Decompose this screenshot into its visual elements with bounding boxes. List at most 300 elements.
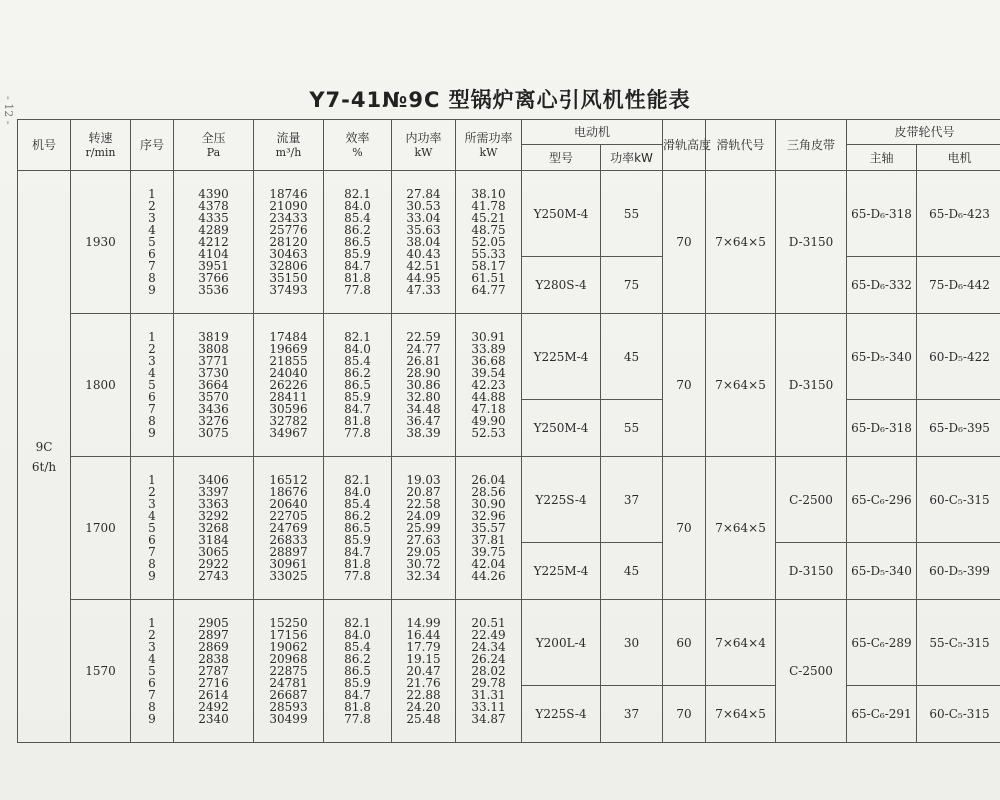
- pressure-cell: 3268: [198, 521, 229, 535]
- rail-height-cell: 70: [663, 686, 706, 743]
- seq-cell: 7: [148, 259, 156, 273]
- belt-cell: C-2500: [776, 600, 847, 743]
- inner-power-cell: 38.39: [406, 426, 441, 440]
- pulley-motor-cell: 60-C₅-315: [917, 686, 1000, 743]
- pulley-main-cell: 65-C₆-291: [847, 686, 917, 743]
- flow-cell: 30463: [269, 247, 308, 261]
- speed-cell: 1570: [71, 600, 131, 743]
- pressure-cell: 3406: [198, 473, 229, 487]
- seq-cell: 8: [148, 414, 156, 428]
- group-row: [18, 171, 1000, 257]
- inner-power-cell: 36.47: [406, 414, 441, 428]
- required-power-cell: 52.05: [471, 235, 506, 249]
- inner-power-cell: 32.80: [406, 390, 441, 404]
- flow-cell: 28593: [269, 700, 308, 714]
- inner-power-cell: 14.99: [406, 616, 441, 630]
- seq-cell: 1: [148, 616, 156, 630]
- pressure-cell: 2340: [198, 712, 229, 726]
- pressure-cell: 3730: [198, 366, 229, 380]
- seq-cell: 8: [148, 700, 156, 714]
- seq-column: [131, 600, 174, 743]
- seq-cell: 8: [148, 557, 156, 571]
- efficiency-cell: 81.8: [344, 271, 371, 285]
- pulley-motor-cell: 60-C₅-315: [917, 457, 1000, 543]
- required-power-cell: 33.11: [471, 700, 506, 714]
- rail-height-cell: 70: [663, 314, 706, 457]
- seq-cell: 4: [148, 223, 156, 237]
- seq-column: [131, 314, 174, 457]
- efficiency-cell: 85.4: [344, 497, 371, 511]
- motor-model-cell: Y225S-4: [522, 686, 601, 743]
- header-inner-power: 内功率 kW: [392, 120, 456, 171]
- required-power-cell: 45.21: [471, 211, 506, 225]
- motor-power-cell: 37: [601, 457, 663, 543]
- pressure-column: [174, 457, 254, 600]
- header-machine: 机号: [18, 120, 71, 171]
- seq-cell: 9: [148, 569, 156, 583]
- seq-cell: 8: [148, 271, 156, 285]
- required-power-cell: 41.78: [471, 199, 506, 213]
- seq-cell: 2: [148, 485, 156, 499]
- header-motor: 电动机: [522, 120, 663, 145]
- pulley-motor-cell: 75-D₆-442: [917, 257, 1000, 314]
- flow-cell: 34967: [269, 426, 308, 440]
- seq-cell: 6: [148, 533, 156, 547]
- pulley-main-cell: 65-D₆-332: [847, 257, 917, 314]
- seq-cell: 5: [148, 235, 156, 249]
- flow-cell: 35150: [269, 271, 308, 285]
- required-power-cell: 30.90: [471, 497, 506, 511]
- pulley-motor-cell: 65-D₆-423: [917, 171, 1000, 257]
- flow-cell: 26226: [269, 378, 308, 392]
- pulley-main-cell: 65-C₆-296: [847, 457, 917, 543]
- efficiency-cell: 77.8: [344, 283, 371, 297]
- inner-power-cell: 30.72: [406, 557, 441, 571]
- inner-power-cell: 24.09: [406, 509, 441, 523]
- pressure-cell: 2614: [198, 688, 229, 702]
- motor-power-cell: 30: [601, 600, 663, 686]
- flow-cell: 30961: [269, 557, 308, 571]
- flow-cell: 24781: [269, 676, 308, 690]
- required-power-cell: 39.75: [471, 545, 506, 559]
- seq-cell: 1: [148, 187, 156, 201]
- required-power-cell: 30.91: [471, 330, 506, 344]
- seq-cell: 5: [148, 521, 156, 535]
- motor-model-cell: Y225M-4: [522, 314, 601, 400]
- flow-cell: 30499: [269, 712, 308, 726]
- inner-power-cell: 25.99: [406, 521, 441, 535]
- pressure-cell: 3363: [198, 497, 229, 511]
- belt-cell: D-3150: [776, 543, 847, 600]
- motor-model-cell: Y225S-4: [522, 457, 601, 543]
- rail-height-cell: 70: [663, 171, 706, 314]
- motor-model-cell: Y280S-4: [522, 257, 601, 314]
- inner-power-cell: 27.63: [406, 533, 441, 547]
- motor-model-cell: Y250M-4: [522, 400, 601, 457]
- header-rail-code: 滑轨代号: [706, 120, 776, 171]
- flow-column: [254, 457, 324, 600]
- seq-cell: 1: [148, 473, 156, 487]
- flow-cell: 19669: [269, 342, 308, 356]
- motor-power-cell: 45: [601, 543, 663, 600]
- pressure-cell: 2743: [198, 569, 229, 583]
- pressure-cell: 3766: [198, 271, 229, 285]
- flow-cell: 17484: [269, 330, 308, 344]
- inner-power-cell: 16.44: [406, 628, 441, 642]
- required-power-cell: 26.04: [471, 473, 506, 487]
- inner-power-column: [392, 600, 456, 743]
- pulley-motor-cell: 65-D₆-395: [917, 400, 1000, 457]
- required-power-cell: 42.23: [471, 378, 506, 392]
- belt-cell: D-3150: [776, 314, 847, 457]
- pressure-cell: 2905: [198, 616, 229, 630]
- efficiency-cell: 84.0: [344, 342, 371, 356]
- pressure-cell: 4212: [198, 235, 229, 249]
- flow-cell: 21090: [269, 199, 308, 213]
- header-pressure: 全压 Pa: [174, 120, 254, 171]
- efficiency-cell: 81.8: [344, 700, 371, 714]
- required-power-cell: 24.34: [471, 640, 506, 654]
- inner-power-cell: 30.86: [406, 378, 441, 392]
- pulley-main-cell: 65-C₆-289: [847, 600, 917, 686]
- required-power-cell: 39.54: [471, 366, 506, 380]
- seq-cell: 4: [148, 652, 156, 666]
- pressure-cell: 4335: [198, 211, 229, 225]
- seq-cell: 3: [148, 354, 156, 368]
- required-power-cell: 33.89: [471, 342, 506, 356]
- pressure-cell: 3819: [198, 330, 229, 344]
- inner-power-cell: 19.03: [406, 473, 441, 487]
- table-title: Y7-41№9C 型锅炉离心引风机性能表: [309, 88, 691, 112]
- efficiency-cell: 85.9: [344, 247, 371, 261]
- flow-cell: 23433: [269, 211, 308, 225]
- flow-cell: 28120: [269, 235, 308, 249]
- header-v-belt: 三角皮带: [776, 120, 847, 171]
- motor-power-cell: 75: [601, 257, 663, 314]
- required-power-cell: 61.51: [471, 271, 506, 285]
- seq-cell: 6: [148, 390, 156, 404]
- inner-power-cell: 27.84: [406, 187, 441, 201]
- inner-power-cell: 26.81: [406, 354, 441, 368]
- inner-power-cell: 34.48: [406, 402, 441, 416]
- inner-power-cell: 28.90: [406, 366, 441, 380]
- required-power-cell: 31.31: [471, 688, 506, 702]
- efficiency-cell: 82.1: [344, 473, 371, 487]
- required-power-column: [456, 314, 522, 457]
- efficiency-cell: 77.8: [344, 426, 371, 440]
- flow-column: [254, 314, 324, 457]
- inner-power-cell: 40.43: [406, 247, 441, 261]
- pulley-motor-cell: 60-D₅-422: [917, 314, 1000, 400]
- flow-cell: 24769: [269, 521, 308, 535]
- pressure-cell: 2492: [198, 700, 229, 714]
- required-power-cell: 37.81: [471, 533, 506, 547]
- seq-cell: 5: [148, 378, 156, 392]
- efficiency-cell: 85.9: [344, 533, 371, 547]
- seq-cell: 7: [148, 402, 156, 416]
- page-number: - 12 -: [2, 96, 15, 125]
- flow-cell: 26833: [269, 533, 308, 547]
- seq-cell: 4: [148, 509, 156, 523]
- inner-power-cell: 19.15: [406, 652, 441, 666]
- inner-power-cell: 20.47: [406, 664, 441, 678]
- pressure-cell: 3065: [198, 545, 229, 559]
- seq-column: [131, 457, 174, 600]
- seq-cell: 5: [148, 664, 156, 678]
- header-flow: 流量 m³/h: [254, 120, 324, 171]
- rail-height-cell: 70: [663, 457, 706, 600]
- inner-power-cell: 17.79: [406, 640, 441, 654]
- flow-cell: 19062: [269, 640, 308, 654]
- pulley-main-cell: 65-D₅-340: [847, 314, 917, 400]
- efficiency-cell: 82.1: [344, 330, 371, 344]
- efficiency-cell: 77.8: [344, 569, 371, 583]
- efficiency-cell: 85.4: [344, 354, 371, 368]
- required-power-cell: 48.75: [471, 223, 506, 237]
- flow-cell: 22705: [269, 509, 308, 523]
- required-power-cell: 26.24: [471, 652, 506, 666]
- pressure-column: [174, 314, 254, 457]
- efficiency-cell: 86.5: [344, 235, 371, 249]
- header-rail-height: 滑轨高度: [663, 120, 706, 171]
- inner-power-cell: 24.77: [406, 342, 441, 356]
- motor-power-cell: 55: [601, 400, 663, 457]
- required-power-cell: 28.56: [471, 485, 506, 499]
- belt-cell: C-2500: [776, 457, 847, 543]
- header-efficiency: 效率 %: [324, 120, 392, 171]
- pressure-cell: 3075: [198, 426, 229, 440]
- rail-code-cell: 7×64×5: [706, 686, 776, 743]
- flow-cell: 28897: [269, 545, 308, 559]
- efficiency-column: [324, 314, 392, 457]
- pressure-cell: 3292: [198, 509, 229, 523]
- efficiency-cell: 86.5: [344, 521, 371, 535]
- pressure-cell: 3536: [198, 283, 229, 297]
- flow-cell: 15250: [269, 616, 308, 630]
- pulley-motor-cell: 60-D₅-399: [917, 543, 1000, 600]
- required-power-cell: 44.88: [471, 390, 506, 404]
- required-power-cell: 42.04: [471, 557, 506, 571]
- pressure-cell: 2869: [198, 640, 229, 654]
- pressure-cell: 3436: [198, 402, 229, 416]
- rail-height-cell: 60: [663, 600, 706, 686]
- inner-power-cell: 47.33: [406, 283, 441, 297]
- inner-power-column: [392, 171, 456, 314]
- inner-power-cell: 22.88: [406, 688, 441, 702]
- pressure-cell: 2787: [198, 664, 229, 678]
- inner-power-cell: 24.20: [406, 700, 441, 714]
- required-power-cell: 29.78: [471, 676, 506, 690]
- required-power-cell: 36.68: [471, 354, 506, 368]
- rail-code-cell: 7×64×5: [706, 314, 776, 457]
- efficiency-cell: 85.9: [344, 390, 371, 404]
- efficiency-cell: 84.7: [344, 545, 371, 559]
- required-power-cell: 44.26: [471, 569, 506, 583]
- efficiency-cell: 86.2: [344, 509, 371, 523]
- efficiency-cell: 84.7: [344, 259, 371, 273]
- efficiency-cell: 81.8: [344, 557, 371, 571]
- pressure-cell: 3664: [198, 378, 229, 392]
- seq-cell: 7: [148, 688, 156, 702]
- pressure-cell: 3570: [198, 390, 229, 404]
- seq-column: [131, 171, 174, 314]
- seq-cell: 2: [148, 199, 156, 213]
- flow-cell: 32806: [269, 259, 308, 273]
- efficiency-cell: 86.2: [344, 366, 371, 380]
- inner-power-cell: 29.05: [406, 545, 441, 559]
- flow-cell: 26687: [269, 688, 308, 702]
- required-power-cell: 22.49: [471, 628, 506, 642]
- seq-cell: 9: [148, 426, 156, 440]
- rail-code-cell: 7×64×5: [706, 171, 776, 314]
- pressure-cell: 3951: [198, 259, 229, 273]
- pressure-cell: 4104: [198, 247, 229, 261]
- motor-model-cell: Y250M-4: [522, 171, 601, 257]
- flow-cell: 17156: [269, 628, 308, 642]
- efficiency-cell: 84.7: [344, 688, 371, 702]
- machine-cell: 9C 6t/h: [18, 171, 71, 743]
- group-row: [18, 457, 1000, 543]
- efficiency-cell: 84.0: [344, 628, 371, 642]
- flow-cell: 20968: [269, 652, 308, 666]
- header-motor-pulley: 电机: [917, 145, 1000, 171]
- inner-power-column: [392, 314, 456, 457]
- efficiency-cell: 77.8: [344, 712, 371, 726]
- required-power-cell: 49.90: [471, 414, 506, 428]
- pressure-cell: 4289: [198, 223, 229, 237]
- pulley-main-cell: 65-D₆-318: [847, 400, 917, 457]
- pressure-column: [174, 171, 254, 314]
- inner-power-cell: 25.48: [406, 712, 441, 726]
- pressure-cell: 3771: [198, 354, 229, 368]
- required-power-cell: 64.77: [471, 283, 506, 297]
- required-power-cell: 28.02: [471, 664, 506, 678]
- speed-cell: 1700: [71, 457, 131, 600]
- seq-cell: 6: [148, 676, 156, 690]
- efficiency-cell: 82.1: [344, 187, 371, 201]
- flow-cell: 30596: [269, 402, 308, 416]
- efficiency-cell: 82.1: [344, 616, 371, 630]
- inner-power-cell: 38.04: [406, 235, 441, 249]
- efficiency-cell: 86.5: [344, 664, 371, 678]
- pressure-cell: 2716: [198, 676, 229, 690]
- seq-cell: 9: [148, 283, 156, 297]
- header-seq: 序号: [131, 120, 174, 171]
- motor-model-cell: Y225M-4: [522, 543, 601, 600]
- inner-power-cell: 22.58: [406, 497, 441, 511]
- pressure-cell: 3808: [198, 342, 229, 356]
- header-required-power: 所需功率 kW: [456, 120, 522, 171]
- flow-cell: 37493: [269, 283, 308, 297]
- efficiency-cell: 86.2: [344, 223, 371, 237]
- pressure-cell: 3184: [198, 533, 229, 547]
- pressure-cell: 2922: [198, 557, 229, 571]
- motor-power-cell: 45: [601, 314, 663, 400]
- flow-cell: 32782: [269, 414, 308, 428]
- flow-cell: 21855: [269, 354, 308, 368]
- inner-power-cell: 32.34: [406, 569, 441, 583]
- performance-table: [17, 119, 1000, 743]
- seq-cell: 3: [148, 640, 156, 654]
- pressure-cell: 4378: [198, 199, 229, 213]
- speed-cell: 1930: [71, 171, 131, 314]
- header-row-1: [18, 120, 1000, 145]
- required-power-cell: 47.18: [471, 402, 506, 416]
- required-power-column: [456, 600, 522, 743]
- required-power-cell: 52.53: [471, 426, 506, 440]
- motor-power-cell: 37: [601, 686, 663, 743]
- efficiency-column: [324, 457, 392, 600]
- inner-power-column: [392, 457, 456, 600]
- seq-cell: 7: [148, 545, 156, 559]
- flow-cell: 22875: [269, 664, 308, 678]
- efficiency-cell: 84.0: [344, 485, 371, 499]
- flow-cell: 16512: [269, 473, 308, 487]
- inner-power-cell: 30.53: [406, 199, 441, 213]
- flow-column: [254, 600, 324, 743]
- efficiency-cell: 85.9: [344, 676, 371, 690]
- seq-cell: 3: [148, 211, 156, 225]
- seq-cell: 9: [148, 712, 156, 726]
- required-power-cell: 34.87: [471, 712, 506, 726]
- flow-cell: 33025: [269, 569, 308, 583]
- belt-cell: D-3150: [776, 171, 847, 314]
- speed-cell: 1800: [71, 314, 131, 457]
- header-motor-model: 型号: [522, 145, 601, 171]
- flow-cell: 25776: [269, 223, 308, 237]
- seq-cell: 2: [148, 628, 156, 642]
- required-power-cell: 35.57: [471, 521, 506, 535]
- pressure-column: [174, 600, 254, 743]
- seq-cell: 1: [148, 330, 156, 344]
- header-pulley-code: 皮带轮代号: [847, 120, 1000, 145]
- inner-power-cell: 42.51: [406, 259, 441, 273]
- inner-power-cell: 33.04: [406, 211, 441, 225]
- group-row: [18, 600, 1000, 686]
- efficiency-cell: 81.8: [344, 414, 371, 428]
- rail-code-cell: 7×64×4: [706, 600, 776, 686]
- pressure-cell: 3276: [198, 414, 229, 428]
- efficiency-cell: 84.7: [344, 402, 371, 416]
- flow-column: [254, 171, 324, 314]
- group-row: [18, 314, 1000, 400]
- required-power-column: [456, 457, 522, 600]
- inner-power-cell: 22.59: [406, 330, 441, 344]
- seq-cell: 6: [148, 247, 156, 261]
- efficiency-cell: 84.0: [344, 199, 371, 213]
- required-power-cell: 32.96: [471, 509, 506, 523]
- flow-cell: 20640: [269, 497, 308, 511]
- motor-model-cell: Y200L-4: [522, 600, 601, 686]
- header-motor-power: 功率kW: [601, 145, 663, 171]
- flow-cell: 18676: [269, 485, 308, 499]
- motor-power-cell: 55: [601, 171, 663, 257]
- pressure-cell: 3397: [198, 485, 229, 499]
- pulley-main-cell: 65-D₅-340: [847, 543, 917, 600]
- inner-power-cell: 21.76: [406, 676, 441, 690]
- seq-cell: 4: [148, 366, 156, 380]
- efficiency-cell: 85.4: [344, 211, 371, 225]
- header-speed: 转速 r/min: [71, 120, 131, 171]
- efficiency-cell: 86.5: [344, 378, 371, 392]
- efficiency-cell: 86.2: [344, 652, 371, 666]
- flow-cell: 18746: [269, 187, 308, 201]
- flow-cell: 28411: [269, 390, 308, 404]
- seq-cell: 2: [148, 342, 156, 356]
- pressure-cell: 2838: [198, 652, 229, 666]
- inner-power-cell: 35.63: [406, 223, 441, 237]
- rail-code-cell: 7×64×5: [706, 457, 776, 600]
